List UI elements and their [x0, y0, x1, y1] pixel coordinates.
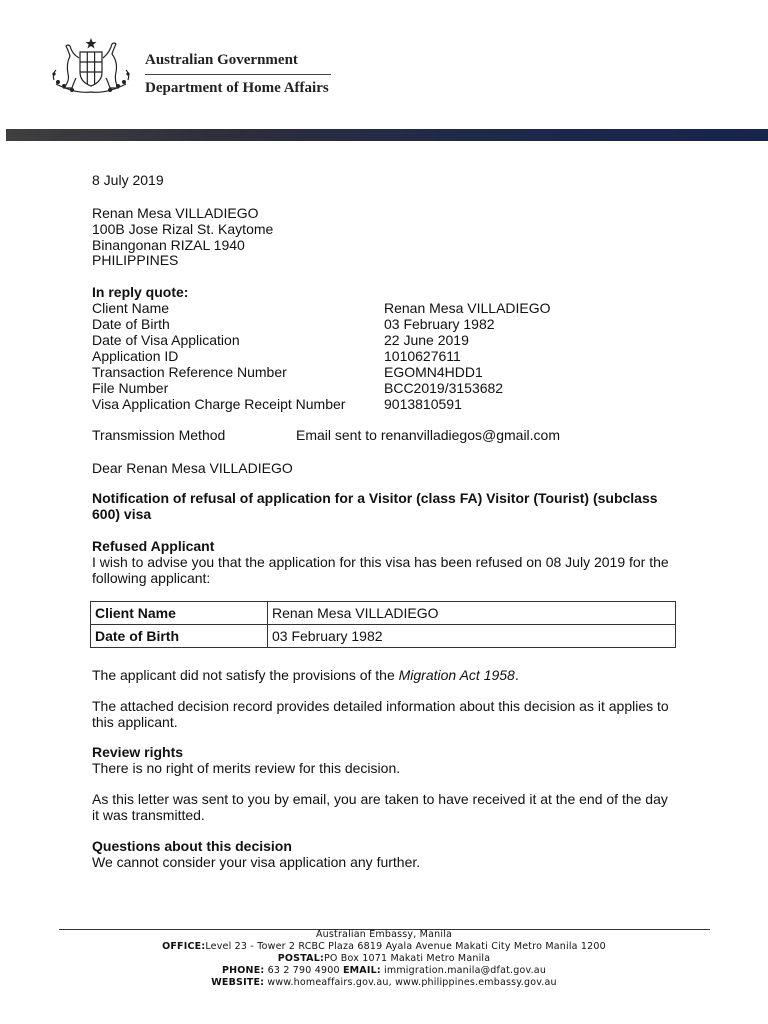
transmission-value: Email sent to renanvilladiegos@gmail.com	[296, 427, 560, 443]
reply-quote-value: 9013810591	[384, 396, 462, 412]
table-cell-label: Client Name	[91, 602, 268, 625]
email-address: immigration.manila@dfat.gov.au	[380, 965, 547, 976]
footer-website	[0, 977, 768, 989]
provisions-after: .	[514, 667, 519, 683]
provisions-text	[92, 667, 519, 683]
footer-postal	[0, 953, 768, 965]
office-label: OFFICE:	[162, 941, 206, 952]
review-rights-text: There is no right of merits review for this decision.	[92, 760, 401, 776]
applicant-table	[90, 601, 676, 648]
notification-heading: 600) visa	[92, 506, 152, 522]
reply-quote-label: Visa Application Charge Receipt Number	[92, 396, 346, 412]
reply-quote-value: 1010627611	[384, 348, 461, 364]
review-rights-heading: Review rights	[92, 744, 184, 760]
reply-quote-value: EGOMN4HDD1	[384, 364, 483, 380]
salutation: Dear Renan Mesa VILLADIEGO	[92, 460, 293, 476]
letter-date: 8 July 2019	[92, 172, 164, 188]
address-line: 100B Jose Rizal St. Kaytome	[92, 221, 274, 237]
reply-quote-value: 03 February 1982	[384, 316, 495, 332]
office-address: Level 23 - Tower 2 RCBC Plaza 6819 Ayala Avenue Makati City Metro Manila 1200	[205, 941, 606, 952]
phone-number: 63 2 790 4900	[264, 965, 343, 976]
table-cell-value: Renan Mesa VILLADIEGO	[268, 602, 676, 625]
coat-of-arms-icon	[46, 36, 136, 100]
postal-label: POSTAL:	[277, 953, 324, 964]
refused-applicant-text: following applicant:	[92, 570, 211, 586]
table-cell-label: Date of Birth	[91, 625, 268, 648]
header-divider	[145, 74, 331, 75]
footer-office	[0, 941, 768, 953]
refused-applicant-heading: Refused Applicant	[92, 538, 215, 554]
department-name: Department of Home Affairs	[145, 80, 329, 96]
postal-address: PO Box 1071 Makati Metro Manila	[323, 953, 491, 964]
reply-quote-label: Client Name	[92, 300, 170, 316]
notification-heading: Notification of refusal of application for a Visitor (class FA) Visitor (Tourist) (subclass	[92, 490, 658, 506]
table-cell-value: 03 February 1982	[268, 625, 676, 648]
phone-label: PHONE:	[221, 965, 265, 976]
address-line: Renan Mesa VILLADIEGO	[92, 205, 259, 221]
reply-quote-label: Date of Birth	[92, 316, 170, 332]
decision-record-text: The attached decision record provides detailed information about this decision as it applies to	[92, 698, 669, 714]
address-line: PHILIPPINES	[92, 252, 179, 268]
reply-quote-label: File Number	[92, 380, 169, 396]
header-banner	[6, 129, 768, 141]
reply-quote-label: Application ID	[92, 348, 179, 364]
provisions-before: The applicant did not satisfy the provisions of the	[92, 667, 399, 683]
reply-quote-value: 22 June 2019	[384, 332, 469, 348]
footer-embassy: Australian Embassy, Manila	[315, 929, 453, 940]
questions-text: We cannot consider your visa application any further.	[92, 854, 421, 870]
address-line: Binangonan RIZAL 1940	[92, 237, 245, 253]
website-urls: www.homeaffairs.gov.au, www.philippines.embassy.gov.au	[264, 977, 557, 988]
refused-applicant-text: I wish to advise you that the application for this visa has been refused on 08 July 2019 for the	[92, 554, 669, 570]
table-row	[91, 602, 676, 625]
footer-contact	[0, 965, 768, 977]
reply-quote-label: Date of Visa Application	[92, 332, 240, 348]
email-notice-text: As this letter was sent to you by email, you are taken to have received it at the end of the day	[92, 791, 668, 807]
reply-quote-label: Transaction Reference Number	[92, 364, 287, 380]
questions-heading: Questions about this decision	[92, 838, 292, 854]
website-label: WEBSITE:	[211, 977, 265, 988]
transmission-label: Transmission Method	[92, 427, 226, 443]
email-notice-text: it was transmitted.	[92, 807, 205, 823]
reply-quote-heading: In reply quote:	[92, 284, 189, 300]
table-row	[91, 625, 676, 648]
reply-quote-value: BCC2019/3153682	[384, 380, 504, 396]
decision-record-text: this applicant.	[92, 714, 178, 730]
reply-quote-value: Renan Mesa VILLADIEGO	[384, 300, 551, 316]
act-name: Migration Act 1958	[398, 667, 515, 683]
government-name: Australian Government	[145, 52, 298, 68]
email-label: EMAIL:	[342, 965, 381, 976]
